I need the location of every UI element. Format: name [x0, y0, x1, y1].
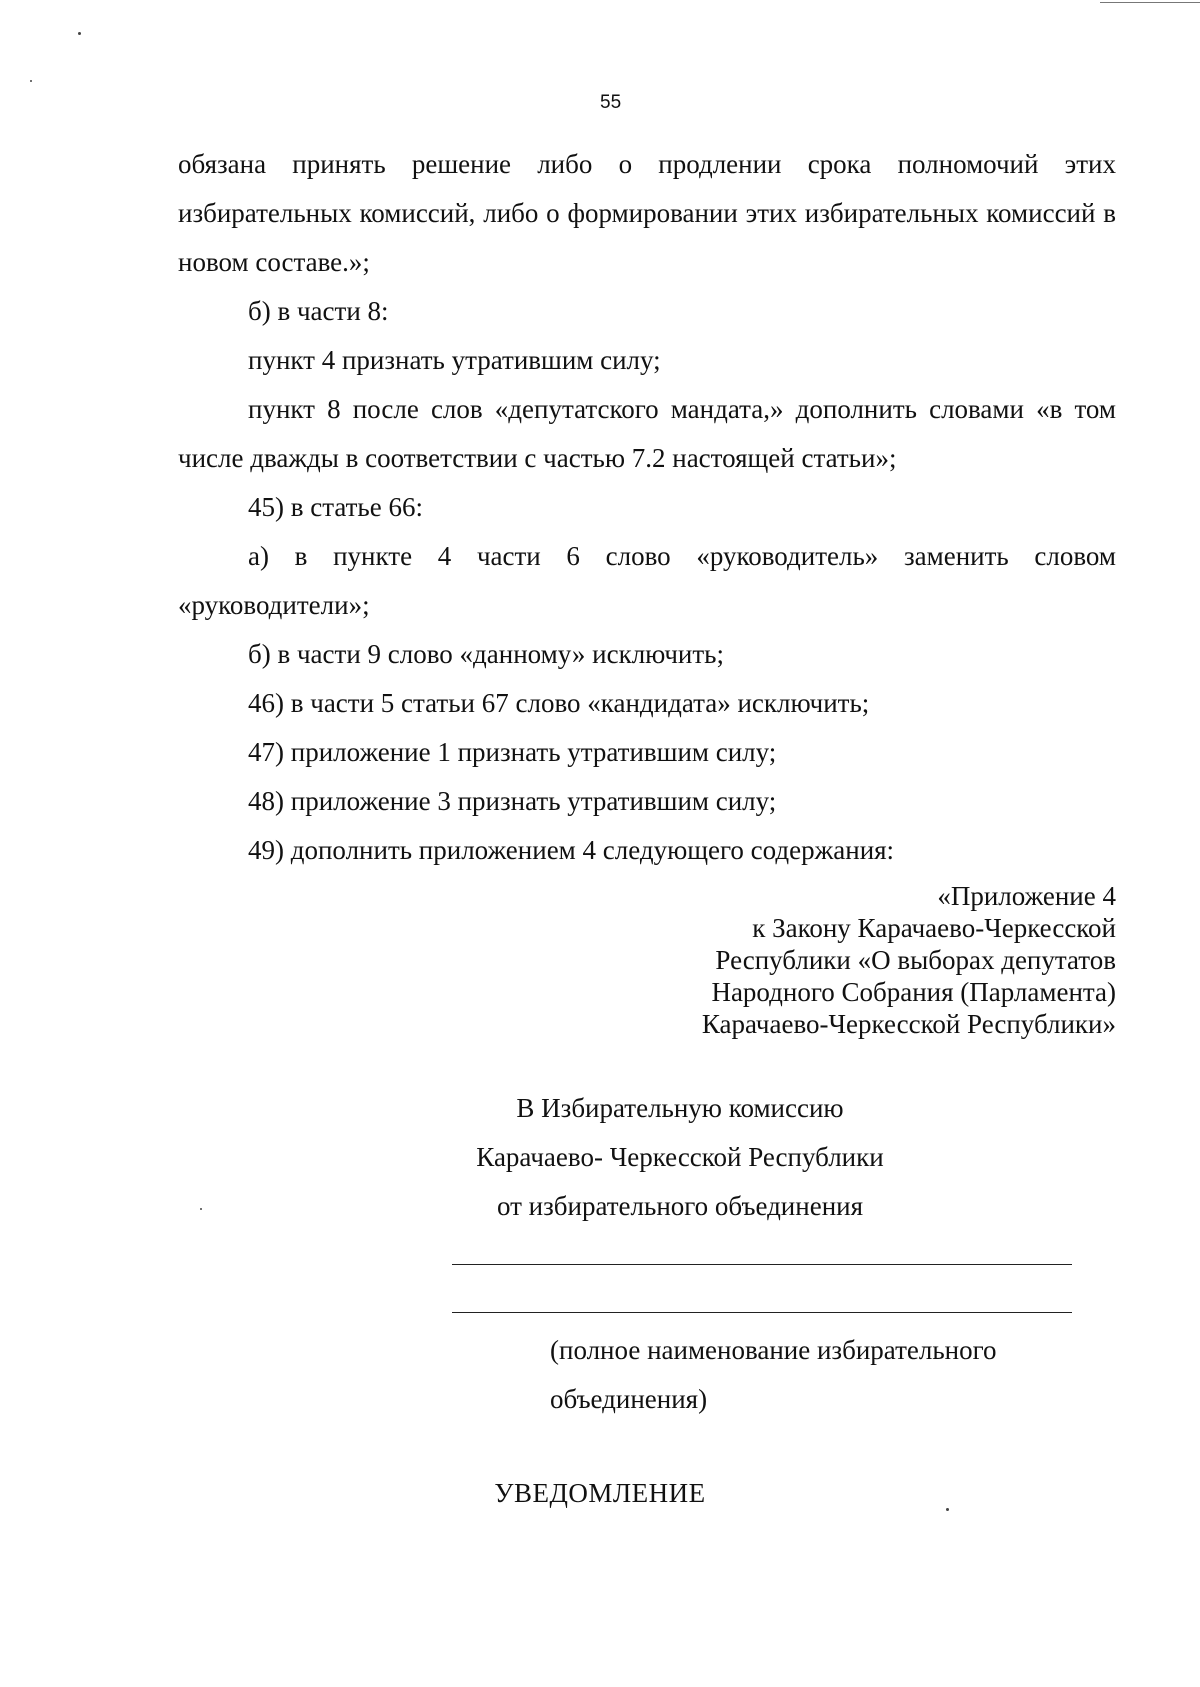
- scan-edge-mark: [1100, 2, 1200, 3]
- paragraph-item-a: а) в пункте 4 части 6 слово «руководитель» заменить словом «руководители»;: [178, 541, 1116, 620]
- addressee-line: В Избирательную комиссию: [516, 1093, 844, 1123]
- addressee-block: [380, 1084, 980, 1231]
- paragraph-continuation: обязана принять решение либо о продлении срока полномочий этих избирательных комиссий, либо о формировании этих избирательных комиссий в новом составе.»;: [178, 149, 1116, 277]
- paragraph-item-49: 49) дополнить приложением 4 следующего содержания:: [248, 835, 895, 865]
- scan-speck: [78, 32, 81, 35]
- paragraph-item-48: 48) приложение 3 признать утратившим силу;: [248, 786, 777, 816]
- annex-header-line: Карачаево-Черкесской Республики»: [701, 1009, 1116, 1039]
- fill-in-line: [452, 1264, 1072, 1265]
- notice-title: УВЕДОМЛЕНИЕ: [494, 1478, 706, 1508]
- paragraph-item-47: 47) приложение 1 признать утратившим силу;: [248, 737, 777, 767]
- page-number: 55: [600, 92, 622, 113]
- scan-speck: [200, 1208, 202, 1210]
- addressee-line: от избирательного объединения: [496, 1191, 864, 1221]
- annex-header-line: «Приложение 4: [937, 881, 1116, 911]
- paragraph-item-b-part9: б) в части 9 слово «данному» исключить;: [248, 639, 724, 669]
- annex-header-line: Народного Собрания (Парламента): [711, 977, 1116, 1007]
- paragraph-item-clause8: пункт 8 после слов «депутатского мандата,» дополнить словами «в том числе дважды в соответствии с частью 7.2 настоящей статьи»;: [178, 394, 1116, 473]
- addressee-line: Карачаево- Черкесской Республики: [476, 1142, 884, 1172]
- fill-in-line: [452, 1312, 1072, 1313]
- paragraph-item-46: 46) в части 5 статьи 67 слово «кандидата» исключить;: [248, 688, 870, 718]
- caption-line: (полное наименование избирательного: [550, 1335, 997, 1365]
- body-text: [178, 140, 1116, 875]
- scan-speck: [946, 1508, 949, 1511]
- paragraph-item-clause4: пункт 4 признать утратившим силу;: [248, 345, 661, 375]
- paragraph-item-45: 45) в статье 66:: [248, 492, 423, 522]
- annex-header: [702, 880, 1116, 1040]
- caption-line: объединения): [550, 1384, 708, 1414]
- fill-in-caption: [550, 1326, 997, 1424]
- scan-speck: [30, 80, 32, 82]
- annex-header-line: к Закону Карачаево-Черкесской: [752, 913, 1116, 943]
- paragraph-item-b-part8: б) в части 8:: [248, 296, 389, 326]
- annex-header-line: Республики «О выборах депутатов: [715, 945, 1116, 975]
